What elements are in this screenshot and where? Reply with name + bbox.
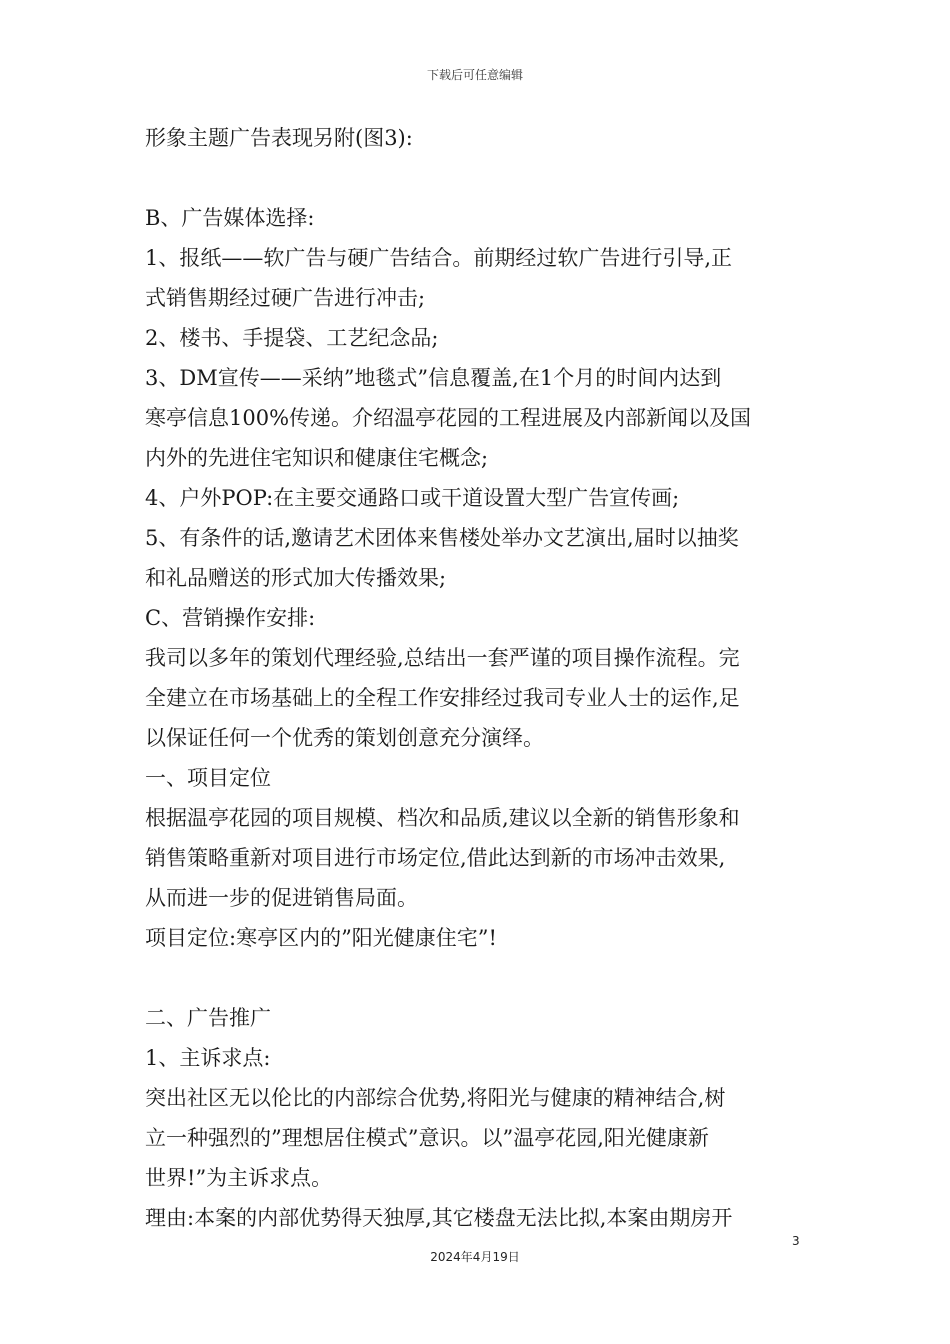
paragraph-line: 2、楼书、手提袋、工艺纪念品; [145,326,439,350]
section-heading-2: 二、广告推广 [145,1006,271,1030]
paragraph-line: 销售策略重新对项目进行市场定位,借此达到新的市场冲击效果, [145,846,726,870]
paragraph-line: 全建立在市场基础上的全程工作安排经过我司专业人士的运作,足 [145,686,740,710]
paragraph-line: 以保证任何一个优秀的策划创意充分演绎。 [145,726,544,750]
footer-date: 2024年4月19日 [430,1250,520,1264]
section-heading-b: B、广告媒体选择: [145,206,315,230]
page-header-note: 下载后可任意编辑 [426,68,523,82]
blank-line [145,958,815,998]
paragraph-line: 5、有条件的话,邀请艺术团体来售楼处举办文艺演出,届时以抽奖 [145,526,739,550]
blank-line [145,158,815,198]
paragraph-line: 4、户外POP:在主要交通路口或干道设置大型广告宣传画; [145,486,680,510]
document-body [145,118,815,1238]
paragraph-line: 根据温亭花园的项目规模、档次和品质,建议以全新的销售形象和 [145,806,740,830]
paragraph-line: 世界!”为主诉求点。 [145,1166,333,1190]
paragraph-line: 1、报纸——软广告与硬广告结合。前期经过软广告进行引导,正 [145,246,733,270]
paragraph-line: 式销售期经过硬广告进行冲击; [145,286,426,310]
paragraph-line: 3、DM宣传——采纳”地毯式”信息覆盖,在1个月的时间内达到 [145,366,722,390]
paragraph-line: 理由:本案的内部优势得天独厚,其它楼盘无法比拟,本案由期房开 [145,1206,733,1230]
paragraph-line: 1、主诉求点: [145,1046,271,1070]
section-heading-c: C、营销操作安排: [145,606,316,630]
paragraph-line: 形象主题广告表现另附(图3): [145,126,413,150]
paragraph-line: 立一种强烈的”理想居住模式”意识。以”温亭花园,阳光健康新 [145,1126,709,1150]
paragraph-line: 从而进一步的促进销售局面。 [145,886,418,910]
paragraph-line: 我司以多年的策划代理经验,总结出一套严谨的项目操作流程。完 [145,646,740,670]
section-heading-1: 一、项目定位 [145,766,271,790]
paragraph-line: 项目定位:寒亭区内的”阳光健康住宅”! [145,926,497,950]
paragraph-line: 寒亭信息100%传递。介绍温亭花园的工程进展及内部新闻以及国 [145,406,752,430]
paragraph-line: 突出社区无以伦比的内部综合优势,将阳光与健康的精神结合,树 [145,1086,726,1110]
paragraph-line: 内外的先进住宅知识和健康住宅概念; [145,446,489,470]
paragraph-line: 和礼品赠送的形式加大传播效果; [145,566,447,590]
page-number: 3 [792,1234,800,1248]
